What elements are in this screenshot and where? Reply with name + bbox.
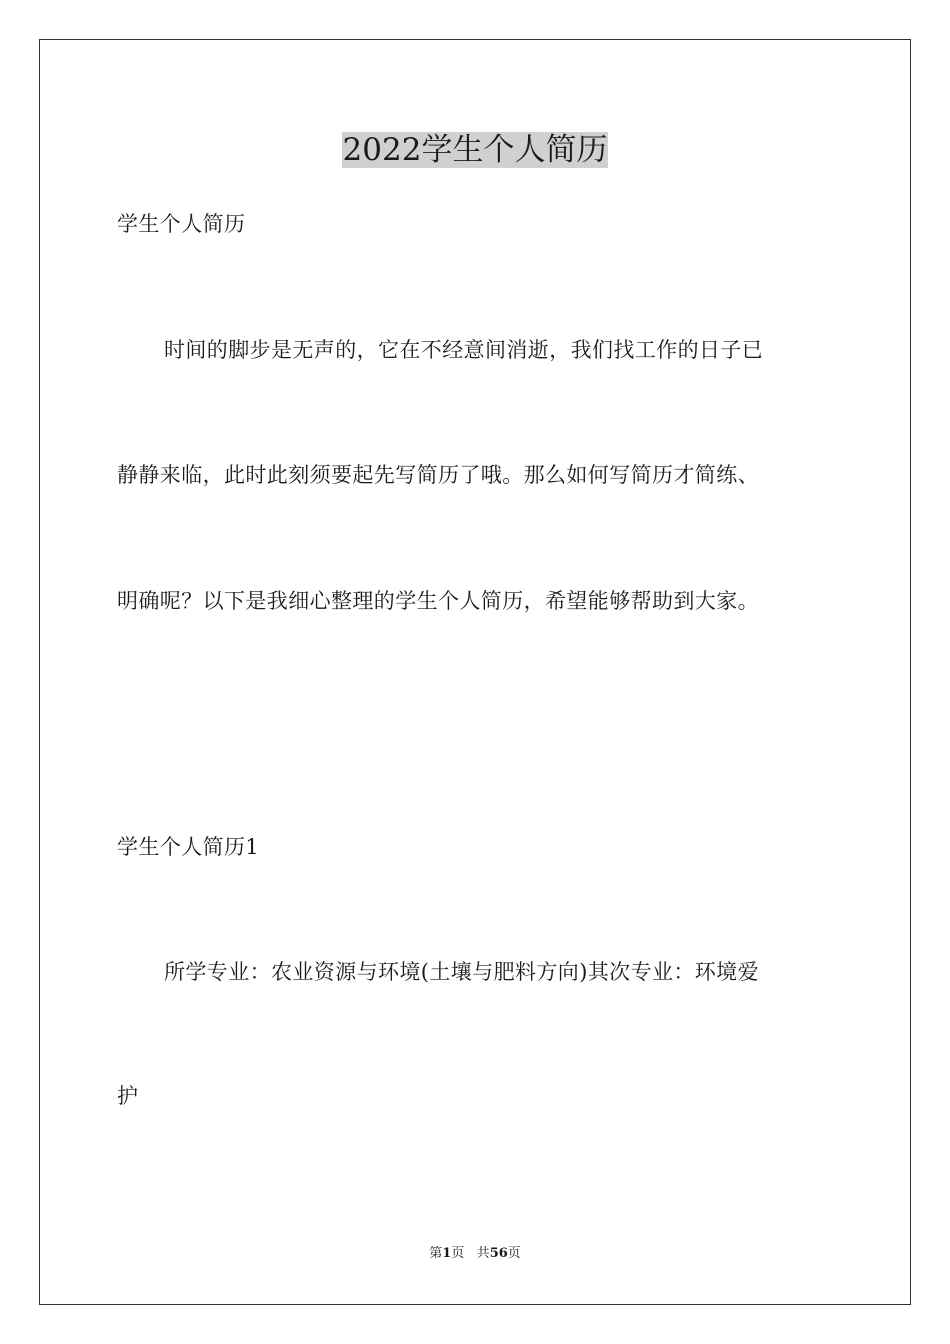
intro-line-3: 明确呢？以下是我细心整理的学生个人简历，希望能够帮助到大家。 (117, 589, 759, 613)
footer-page-suffix: 页 (451, 1246, 465, 1261)
section-heading-resume-1: 学生个人简历1 (117, 835, 260, 859)
footer-page-current: 1 (442, 1246, 452, 1261)
intro-line-2: 静静来临，此时此刻须要起先写简历了哦。那么如何写简历才简练、 (117, 463, 759, 487)
major-line-2: 护 (117, 1084, 139, 1108)
footer-page-prefix: 第 (429, 1246, 443, 1261)
footer-total-prefix: 共 (476, 1246, 490, 1261)
section-heading-resume: 学生个人简历 (117, 212, 246, 236)
major-line-1: 所学专业：农业资源与环境(土壤与肥料方向)其次专业：环境爱 (164, 960, 759, 984)
document-title (0, 128, 950, 172)
page-footer (0, 1245, 950, 1263)
document-title-text: 2022学生个人简历 (342, 132, 608, 168)
footer-page-total: 56 (489, 1246, 508, 1261)
intro-line-1: 时间的脚步是无声的，它在不经意间消逝，我们找工作的日子已 (164, 338, 764, 362)
footer-total-suffix: 页 (507, 1246, 521, 1261)
